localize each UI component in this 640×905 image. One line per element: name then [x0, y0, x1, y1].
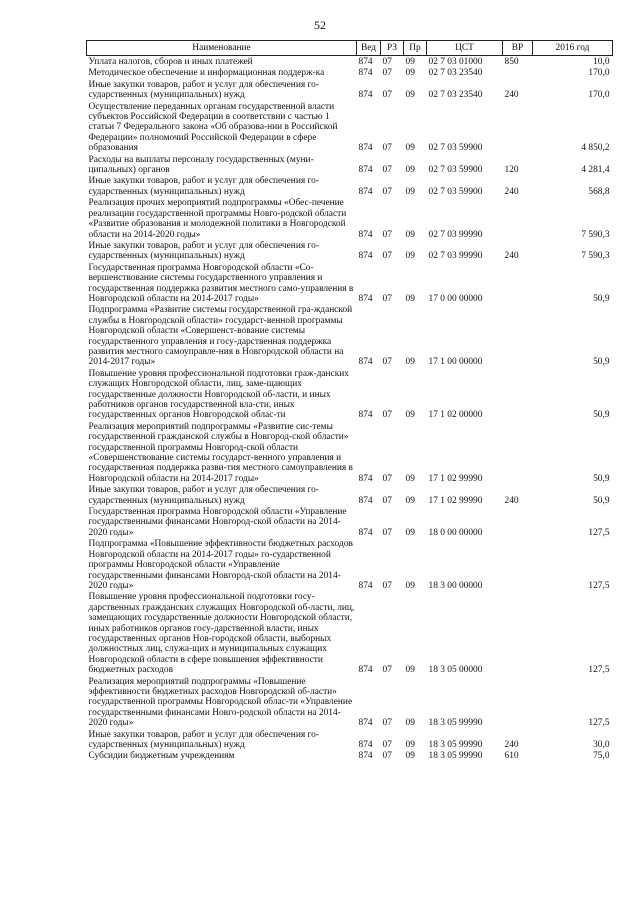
table-row [87, 750, 613, 761]
row-name: Методическое обеспечение и информационная поддерж-ка [88, 68, 325, 79]
row-rz: 07 [382, 527, 392, 538]
table-row [87, 538, 613, 591]
row-vr [503, 101, 533, 154]
table-row [87, 154, 613, 176]
row-name: Реализация прочих мероприятий подпрограммы «Обес-печение реализации государственной программы Новго-родской области «Развитие образования и молодежной политики в Новгородской области на 2014-2020 годы» [88, 198, 347, 240]
table-row [87, 368, 613, 421]
table-row [87, 676, 613, 729]
row-ved: 874 [358, 665, 373, 676]
row-rz: 07 [382, 165, 392, 176]
row-sum: 170,0 [588, 68, 610, 79]
row-name: Уплата налогов, сборов и иных платежей [88, 57, 253, 67]
row-ved: 874 [358, 165, 373, 176]
row-name: Иные закупки товаров, работ и услуг для обеспечения го-сударственных (муниципальных) нужд [88, 485, 319, 506]
table-row [87, 506, 613, 538]
row-vr: 850 [504, 57, 519, 67]
row-vr [503, 506, 533, 538]
header-year: 2016 год [533, 41, 613, 56]
row-pr: 09 [405, 90, 415, 101]
row-name: Государственная программа Новгородской области «Управление государственными финансами Новгород-ской области на 2014-2020 годы» [88, 507, 347, 538]
row-rz: 07 [382, 580, 392, 591]
row-ved: 874 [358, 357, 373, 368]
row-pr: 09 [405, 495, 415, 506]
row-name: Подпрограмма «Повышение эффективности бюджетных расходов Новгородской области на 2014-2017 годы» го-сударственной программы Новгородской области «Управление государственными финансами Новгород-ской области на 2014-2020 годы» [88, 539, 353, 591]
row-sum: 4 850,2 [581, 143, 610, 154]
table-row [87, 79, 613, 101]
row-pr: 09 [405, 527, 415, 538]
row-cst: 17 0 00 00000 [428, 293, 483, 304]
row-rz: 07 [382, 293, 392, 304]
row-cst: 02 7 03 59900 [428, 165, 483, 176]
row-rz: 07 [382, 751, 392, 762]
row-rz: 07 [382, 410, 392, 421]
row-vr [503, 304, 533, 367]
row-rz: 07 [382, 495, 392, 506]
row-cst: 18 0 00 00000 [428, 527, 483, 538]
table-row [87, 56, 613, 68]
row-sum: 4 281,4 [581, 165, 610, 176]
row-cst: 18 3 05 99990 [428, 740, 483, 750]
row-ved: 874 [358, 57, 373, 67]
row-vr [503, 368, 533, 421]
row-vr [503, 67, 533, 78]
row-sum: 50,9 [593, 293, 610, 304]
row-rz: 07 [382, 718, 392, 729]
table-body [87, 56, 613, 762]
row-pr: 09 [405, 293, 415, 304]
row-vr: 240 [504, 90, 519, 101]
row-ved: 874 [358, 410, 373, 421]
row-sum: 127,5 [588, 665, 610, 676]
row-ved: 874 [358, 580, 373, 591]
row-vr: 240 [504, 186, 519, 197]
row-cst: 02 7 03 99990 [428, 229, 483, 240]
table-row [87, 729, 613, 751]
row-sum: 7 590,3 [581, 251, 610, 262]
row-cst: 18 3 05 99990 [428, 751, 483, 762]
row-vr: 240 [504, 251, 519, 262]
row-name: Иные закупки товаров, работ и услуг для обеспечения го-сударственных (муниципальных) нужд [88, 729, 319, 750]
row-vr [503, 262, 533, 305]
row-pr: 09 [405, 186, 415, 197]
row-cst: 17 1 00 00000 [428, 357, 483, 368]
row-ved: 874 [358, 495, 373, 506]
row-pr: 09 [405, 740, 415, 750]
row-pr: 09 [405, 357, 415, 368]
row-rz: 07 [382, 57, 392, 67]
row-rz: 07 [382, 251, 392, 262]
row-name: Иные закупки товаров, работ и услуг для обеспечения го-сударственных (муниципальных) нужд [88, 240, 319, 262]
row-pr: 09 [405, 251, 415, 262]
row-pr: 09 [405, 751, 415, 762]
row-vr [503, 538, 533, 591]
row-pr: 09 [405, 57, 415, 67]
row-ved: 874 [358, 473, 373, 484]
row-vr [503, 197, 533, 240]
table-row [87, 197, 613, 240]
row-cst: 18 3 05 99990 [428, 718, 483, 729]
table-row [87, 262, 613, 305]
row-name: Повышение уровня профессиональной подготовки граж-данских служащих Новгородской области, лиц, заме-щающих государственные должности Новгородской об-ласти, и иных работников органов государственной вла-сти, иных государственных органов Новгородской облас-ти [88, 368, 349, 421]
row-vr: 240 [504, 495, 519, 506]
budget-table [86, 40, 613, 762]
row-sum: 30,0 [593, 740, 610, 750]
row-cst: 17 1 02 99990 [428, 495, 483, 506]
table-row [87, 304, 613, 367]
row-vr [503, 421, 533, 484]
row-pr: 09 [405, 580, 415, 591]
row-sum: 568,8 [588, 186, 610, 197]
row-name: Повышение уровня профессиональной подготовки госу-дарственных гражданских служащих Новгородской об-ласти, лиц, замещающих государственные должности Новгородской области, иных работников органов госу-дарственной власти, иных государственных органов Нов-городской области, выборных должностных лиц, служа-щих и муниципальных служащих Новгородской области в сфере повышения эффективности бюджетных расходов [88, 592, 355, 676]
row-sum: 10,0 [593, 57, 610, 67]
row-vr [503, 591, 533, 675]
row-rz: 07 [382, 229, 392, 240]
row-ved: 874 [358, 740, 373, 750]
row-cst: 02 7 03 23540 [428, 90, 483, 101]
row-sum: 127,5 [588, 580, 610, 591]
table-row [87, 67, 613, 78]
row-ved: 874 [358, 143, 373, 154]
row-pr: 09 [405, 665, 415, 676]
row-rz: 07 [382, 740, 392, 750]
row-vr: 610 [504, 751, 519, 762]
header-name: Наименование [87, 41, 357, 56]
row-sum: 75,0 [593, 751, 610, 762]
row-rz: 07 [382, 143, 392, 154]
table-row [87, 101, 613, 154]
row-cst: 18 3 05 00000 [428, 665, 483, 676]
row-ved: 874 [358, 68, 373, 79]
row-pr: 09 [405, 143, 415, 154]
row-ved: 874 [358, 527, 373, 538]
row-sum: 7 590,3 [581, 229, 610, 240]
row-name: Реализация мероприятий подпрограммы «Повышение эффективности бюджетных расходов Новгородской об-ласти» государственной программы Новгородской облас-ти «Управление государственными финансами Новго-родской области на 2014-2020 годы» [88, 676, 353, 729]
row-rz: 07 [382, 68, 392, 79]
row-cst: 02 7 03 99990 [428, 251, 483, 262]
row-rz: 07 [382, 665, 392, 676]
table-row [87, 484, 613, 506]
row-pr: 09 [405, 718, 415, 729]
row-name: Государственная программа Новгородской области «Со-вершенствование системы государственного управления и государственная поддержка развития местного само-управления в Новгородской области на 2014-2017 годы» [88, 262, 354, 304]
page-number: 52 [314, 18, 326, 32]
row-name: Иные закупки товаров, работ и услуг для обеспечения го-сударственных (муниципальных) нужд [88, 79, 319, 101]
row-pr: 09 [405, 410, 415, 421]
header-pr: Пр [404, 41, 427, 56]
table-row [87, 175, 613, 197]
row-name: Расходы на выплаты персоналу государственных (муни-ципальных) органов [88, 154, 314, 176]
row-pr: 09 [405, 229, 415, 240]
row-vr [503, 676, 533, 729]
row-sum: 50,9 [593, 495, 610, 506]
row-cst: 17 1 02 99990 [428, 473, 483, 484]
row-ved: 874 [358, 751, 373, 762]
header-vr: ВР [503, 41, 533, 56]
header-ved: Вед [357, 41, 381, 56]
row-vr: 120 [504, 165, 519, 176]
row-cst: 17 1 02 00000 [428, 410, 483, 421]
row-pr: 09 [405, 68, 415, 79]
row-name: Иные закупки товаров, работ и услуг для обеспечения го-сударственных (муниципальных) нужд [88, 176, 319, 197]
row-ved: 874 [358, 229, 373, 240]
row-name: Реализация мероприятий подпрограммы «Развитие сис-темы государственной гражданской службы в Новгород-ской области» государственной программы Новгород-ской области «Совершенствование системы государст-венного управления и государственная поддержка разви-тия местного самоуправления в Новгородской области на 2014-2017 годы» [88, 421, 353, 484]
row-pr: 09 [405, 473, 415, 484]
row-ved: 874 [358, 186, 373, 197]
row-sum: 50,9 [593, 473, 610, 484]
row-sum: 50,9 [593, 357, 610, 368]
row-cst: 02 7 03 59900 [428, 143, 483, 154]
row-rz: 07 [382, 186, 392, 197]
row-pr: 09 [405, 165, 415, 176]
row-cst: 02 7 03 01000 [428, 57, 483, 67]
row-cst: 18 3 00 00000 [428, 580, 483, 591]
row-name: Субсидии бюджетным учреждениям [88, 751, 235, 762]
row-rz: 07 [382, 473, 392, 484]
row-name: Подпрограмма «Развитие системы государственной гра-жданской службы в Новгородской области» государст-венной программы Новгородской области «Совершенст-вование системы государственного управления и госу-дарственная поддержка развития местного самоуправле-ния в Новгородской области на 2014-2017 годы» [88, 305, 353, 368]
row-cst: 02 7 03 59900 [428, 186, 483, 197]
row-rz: 07 [382, 357, 392, 368]
table-row [87, 591, 613, 675]
row-ved: 874 [358, 90, 373, 101]
table-header-row [87, 41, 613, 56]
row-sum: 50,9 [593, 410, 610, 421]
table-row [87, 240, 613, 262]
row-ved: 874 [358, 718, 373, 729]
row-rz: 07 [382, 90, 392, 101]
row-vr: 240 [504, 740, 519, 750]
row-name: Осуществление переданных органам государственной власти субъектов Российской Федерации в соответствии с частью 1 статьи 7 Федерального закона «Об образова-нии в Российской Федерации» полномочий Российской Федерации в сфере образования [88, 101, 338, 154]
row-sum: 127,5 [588, 527, 610, 538]
row-ved: 874 [358, 251, 373, 262]
header-rz: РЗ [381, 41, 404, 56]
row-sum: 127,5 [588, 718, 610, 729]
row-ved: 874 [358, 293, 373, 304]
table-row [87, 421, 613, 484]
row-cst: 02 7 03 23540 [428, 68, 483, 79]
row-sum: 170,0 [588, 90, 610, 101]
header-cst: ЦСТ [427, 41, 503, 56]
